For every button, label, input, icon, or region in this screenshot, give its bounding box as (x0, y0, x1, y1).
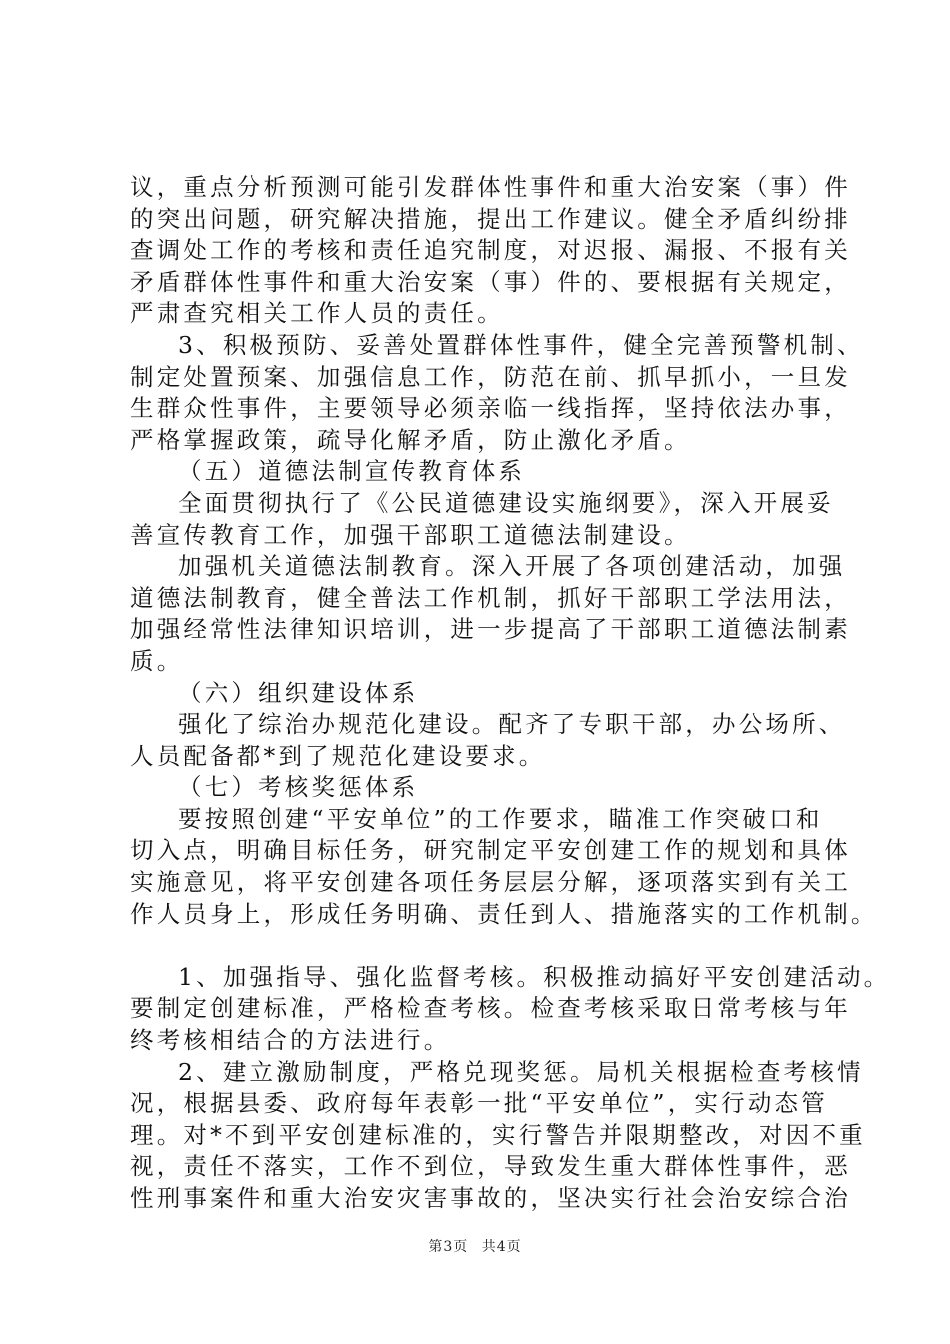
text-line: 加强经常性法律知识培训，进一步提高了干部职工道德法制素 (130, 615, 851, 644)
text-line: 况，根据县委、政府每年表彰一批“平安单位”，实行动态管 (130, 1089, 828, 1118)
paragraph-start-line: 2、建立激励制度，严格兑现奖惩。局机关根据检查考核情 (178, 1057, 864, 1086)
text-line: 生群众性事件，主要领导必须亲临一线指挥，坚持依法办事， (130, 394, 851, 423)
text-line: 性刑事案件和重大治安灾害事故的，坚决实行社会治安综合治 (130, 1184, 851, 1212)
text-line: 人员配备都*到了规范化建设要求。 (130, 741, 546, 770)
paragraph-start-line: 全面贯彻执行了《公民道德建设实施纲要》，深入开展妥 (178, 488, 834, 517)
paragraph-start-line: 加强机关道德法制教育。深入开展了各项创建活动，加强 (178, 552, 846, 581)
text-line: 理。对*不到平安创建标准的，实行警告并限期整改，对因不重 (130, 1120, 866, 1149)
text-line: 作人员身上，形成任务明确、责任到人、措施落实的工作机制。 (130, 899, 878, 928)
paragraph-start-line: 3、积极预防、妥善处置群体性事件，健全完善预警机制、 (178, 330, 864, 359)
text-line: 视，责任不落实，工作不到位，导致发生重大群体性事件，恶 (130, 1152, 851, 1181)
text-line: 查调处工作的考核和责任追究制度，对迟报、漏报、不报有关 (130, 236, 851, 265)
text-line: 道德法制教育，健全普法工作机制，抓好干部职工学法用法， (130, 583, 851, 612)
page-number: 第3页 (428, 1239, 469, 1255)
text-line: 善宣传教育工作，加强干部职工道德法制建设。 (130, 520, 691, 549)
text-line: 终考核相结合的方法进行。 (130, 1026, 451, 1055)
paragraph-start-line: 要按照创建“平安单位”的工作要求，瞄准工作突破口和 (178, 804, 823, 833)
text-line: 切入点，明确目标任务，研究制定平安创建工作的规划和具体 (130, 836, 851, 865)
section-heading-five: （五）道德法制宣传教育体系 (178, 457, 526, 486)
page-footer (0, 1236, 950, 1256)
text-line: 实施意见，将平安创建各项任务层层分解，逐项落实到有关工 (130, 868, 851, 897)
text-line: 质。 (130, 646, 184, 675)
section-heading-six: （六）组织建设体系 (178, 678, 419, 707)
page-total: 共4页 (481, 1239, 522, 1255)
text-line: 制定处置预案、加强信息工作，防范在前、抓早抓小，一旦发 (130, 362, 851, 391)
text-line: 严肃查究相关工作人员的责任。 (130, 299, 504, 328)
paragraph-start-line: 1、加强指导、强化监督考核。积极推动搞好平安创建活动。 (178, 962, 891, 991)
text-line: 的突出问题，研究解决措施，提出工作建议。健全矛盾纠纷排 (130, 204, 851, 233)
blank-line (130, 930, 830, 962)
text-line: 议，重点分析预测可能引发群体性事件和重大治安案（事）件 (130, 173, 851, 201)
section-heading-seven: （七）考核奖惩体系 (178, 773, 419, 802)
document-body (130, 172, 891, 1215)
text-line: 严格掌握政策，疏导化解矛盾，防止激化矛盾。 (130, 425, 691, 454)
text-line: 要制定创建标准，严格检查考核。检查考核采取日常考核与年 (130, 994, 851, 1023)
paragraph-start-line: 强化了综治办规范化建设。配齐了专职干部，办公场所、 (178, 710, 846, 739)
text-line: 矛盾群体性事件和重大治安案（事）件的、要根据有关规定， (130, 267, 851, 296)
